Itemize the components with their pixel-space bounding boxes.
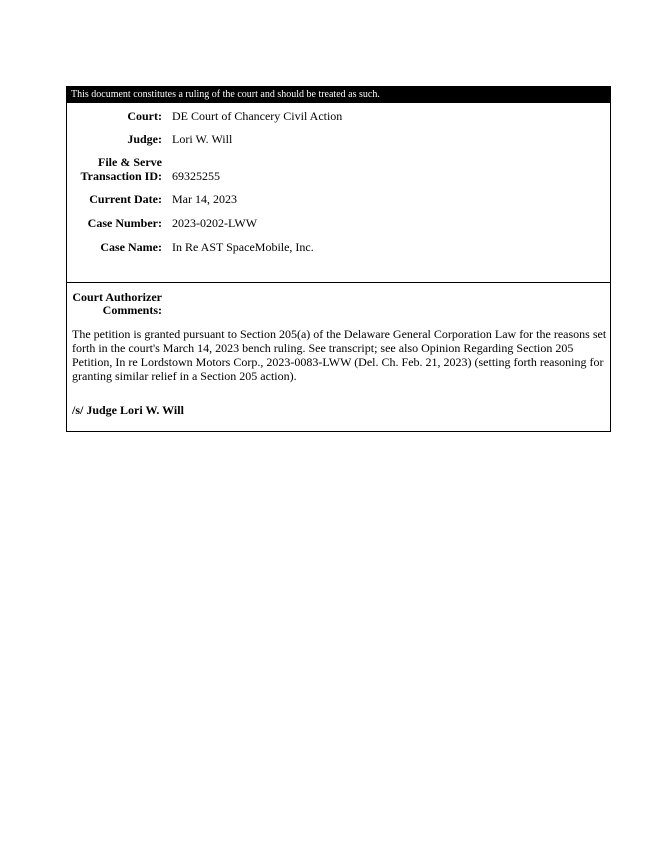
case-number-label: Case Number:	[87, 216, 162, 230]
judge-value: Lori W. Will	[172, 132, 233, 146]
judge-label: Judge:	[127, 132, 162, 146]
case-name-label: Case Name:	[100, 240, 162, 254]
court-value: DE Court of Chancery Civil Action	[172, 109, 343, 123]
judge-signature: /s/ Judge Lori W. Will	[72, 403, 184, 417]
transaction-id-label-line1: File & Serve	[98, 155, 162, 169]
transaction-id-label	[67, 155, 162, 183]
case-number-value: 2023-0202-LWW	[172, 216, 258, 230]
court-label: Court:	[127, 109, 162, 123]
current-date-value: Mar 14, 2023	[172, 192, 237, 206]
comments-label	[67, 291, 162, 317]
current-date-label: Current Date:	[89, 192, 162, 206]
comments-label-line2: Comments:	[102, 303, 162, 317]
section-divider	[67, 282, 610, 283]
ruling-banner: This document constitutes a ruling of the court and should be treated as such.	[67, 87, 610, 103]
transaction-id-label-line2: Transaction ID:	[80, 169, 162, 183]
ruling-document	[66, 86, 611, 432]
comments-text: The petition is granted pursuant to Section 205(a) of the Delaware General Corporation Law for the reasons set forth in the court's March 14, 2023 bench ruling. See transcript; see also Opinion Regarding Section 205 Petition, In re Lordstown Motors Corp., 2023-0083-LWW (Del. Ch. Feb. 21, 2023) (setting forth reasoning for granting similar relief in a Section 205 action).	[72, 327, 607, 383]
transaction-id-value: 69325255	[172, 169, 220, 183]
comments-label-line1: Court Authorizer	[72, 290, 162, 304]
case-name-value: In Re AST SpaceMobile, Inc.	[172, 240, 314, 254]
